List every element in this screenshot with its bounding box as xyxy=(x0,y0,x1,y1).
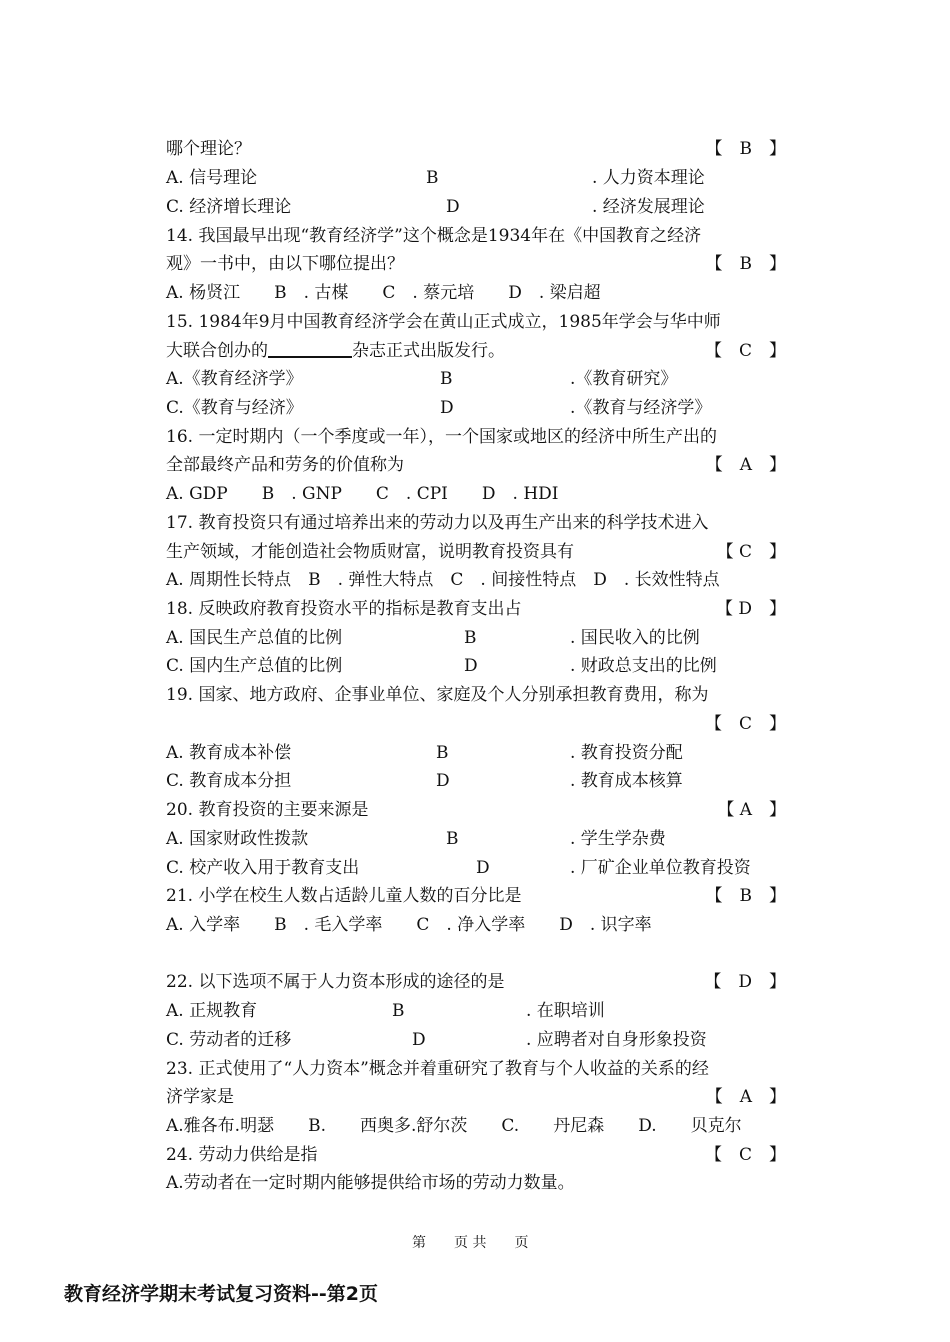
option-line: C. 经济增长理论 D . 经济发展理论 xyxy=(166,197,705,217)
question-line: 20. 教育投资的主要来源是 【 A 】 xyxy=(166,797,786,823)
blank-line xyxy=(166,941,786,967)
question-line: 14. 我国最早出现“教育经济学”这个概念是1934年在《中国教育之经济 xyxy=(166,226,702,246)
question-line: 全部最终产品和劳务的价值称为 【 A 】 xyxy=(166,452,786,478)
answer-bracket: 【 A 】 xyxy=(705,455,786,475)
question-line: 观》一书中，由以下哪位提出？ 【 B 】 xyxy=(166,251,786,277)
option-line: C. 劳动者的迁移 D . 应聘者对自身形象投资 xyxy=(166,1030,707,1050)
option-line: A.《教育经济学》 B .《教育研究》 xyxy=(166,369,678,389)
question-line: 济学家是 【 A 】 xyxy=(166,1084,786,1110)
page-footer: 第 页 共 页 xyxy=(412,1235,529,1251)
answer-bracket: 【 C 】 xyxy=(704,341,786,361)
answer-bracket: 【 B 】 xyxy=(705,886,786,906)
question-line: 19. 国家、地方政府、企事业单位、家庭及个人分别承担教育费用，称为 xyxy=(166,685,709,705)
answer-bracket: 【 C 】 xyxy=(704,714,786,734)
option-line: C.《教育与经济》 D .《教育与经济学》 xyxy=(166,398,712,418)
answer-bracket: 【 D 】 xyxy=(715,599,786,619)
question-line: 15. 1984年9月中国教育经济学会在黄山正式成立，1985年学会与华中师 xyxy=(166,312,721,332)
answer-bracket: 【 D 】 xyxy=(704,972,786,992)
answer-bracket: 【 A 】 xyxy=(717,800,786,820)
answer-bracket: 【 C 】 xyxy=(704,1145,786,1165)
option-line: A.雅各布.明瑟 B. 西奥多.舒尔茨 C. 丹尼森 D. 贝克尔 xyxy=(166,1116,742,1136)
option-line: C. 校产收入用于教育支出 D . 厂矿企业单位教育投资 xyxy=(166,858,751,878)
option-line: A. 教育成本补偿 B . 教育投资分配 xyxy=(166,743,683,763)
text-line: 哪个理论？ 【 B 】 xyxy=(166,136,786,162)
question-line: 生产领域，才能创造社会物质财富，说明教育投资具有 【 C 】 xyxy=(166,539,786,565)
option-line: A. GDP B . GNP C . CPI D . HDI xyxy=(166,484,559,504)
answer-bracket: 【 B 】 xyxy=(705,139,786,159)
question-line: 24. 劳动力供给是指 【 C 】 xyxy=(166,1142,786,1168)
question-line: 18. 反映政府教育投资水平的指标是教育支出占 【 D 】 xyxy=(166,596,786,622)
question-line: 17. 教育投资只有通过培养出来的劳动力以及再生产出来的科学技术进入 xyxy=(166,513,709,533)
option-line: C. 教育成本分担 D . 教育成本核算 xyxy=(166,771,683,791)
option-line: A.劳动者在一定时期内能够提供给市场的劳动力数量。 xyxy=(166,1173,575,1193)
option-line: C. 国内生产总值的比例 D . 财政总支出的比例 xyxy=(166,656,717,676)
question-line xyxy=(166,711,786,737)
option-line: A. 国家财政性拨款 B . 学生学杂费 xyxy=(166,829,666,849)
answer-bracket: 【 A 】 xyxy=(705,1087,786,1107)
answer-bracket: 【 C 】 xyxy=(716,542,786,562)
option-line: A. 正规教育 B . 在职培训 xyxy=(166,1001,605,1021)
option-line: A. 国民生产总值的比例 B . 国民收入的比例 xyxy=(166,628,700,648)
question-line: 22. 以下选项不属于人力资本形成的途径的是 【 D 】 xyxy=(166,969,786,995)
question-line: 16. 一定时期内（一个季度或一年），一个国家或地区的经济中所生产出的 xyxy=(166,427,717,447)
option-line: A. 周期性长特点 B . 弹性大特点 C . 间接性特点 D . 长效性特点 xyxy=(166,570,720,590)
option-line: A. 信号理论 B . 人力资本理论 xyxy=(166,168,705,188)
option-line: A. 入学率 B . 毛入学率 C . 净入学率 D . 识字率 xyxy=(166,915,652,935)
answer-bracket: 【 B 】 xyxy=(705,254,786,274)
fill-in-blank xyxy=(268,338,352,358)
question-line: 21. 小学在校生人数占适龄儿童人数的百分比是 【 B 】 xyxy=(166,883,786,909)
option-line: A. 杨贤江 B . 古楳 C . 蔡元培 D . 梁启超 xyxy=(166,283,601,303)
question-line: 23. 正式使用了“人力资本”概念并着重研究了教育与个人收益的关系的经 xyxy=(166,1059,709,1079)
question-line: 大联合创办的 杂志正式出版发行。 【 C 】 xyxy=(166,338,786,364)
document-title: 教育经济学期末考试复习资料--第2页 xyxy=(64,1283,378,1305)
